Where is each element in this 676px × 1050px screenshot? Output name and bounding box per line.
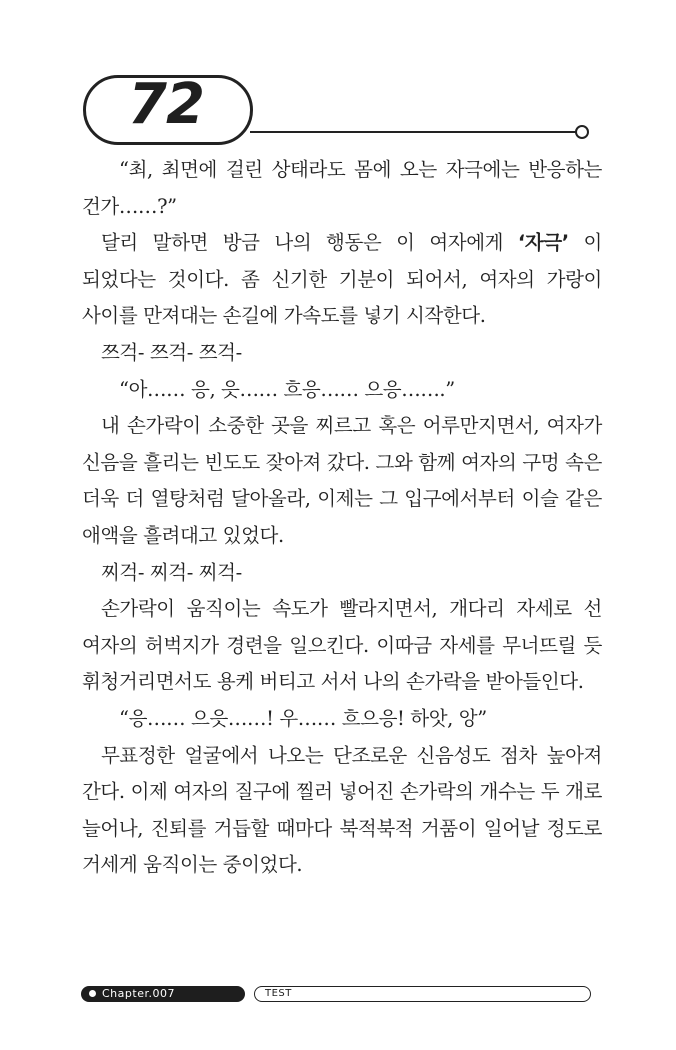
paragraph-5: 내 손가락이 소중한 곳을 찌르고 혹은 어루만지면서, 여자가 신음을 흘리는 빈도도 잦아져 갔다. 그와 함께 여자의 구멍 속은 더욱 더 열탕처럼 달아올라, 이제는 그 입구에서부터 이슬 같은 애액을 흘려대고 있었다. <box>82 414 602 547</box>
paragraph-8: “응…… 으읏……! 우…… 흐으응! 하앗, 앙” <box>119 706 487 730</box>
footer-title-label: TEST <box>265 988 292 999</box>
paragraph-2-end: 이 되었다는 것이다. 좀 신기한 기분이 되어서, 여자의 가랑이 사이를 만져대는 손길에 가속도를 넣기 시작한다. <box>82 231 602 328</box>
page-number: 72 <box>128 72 204 137</box>
emphasized-word: ‘자극’ <box>517 231 569 255</box>
paragraph-2 <box>82 225 602 335</box>
paragraph-4: “아…… 응, 읏…… 흐응…… 으응…….” <box>119 377 455 401</box>
footer-chapter-label: Chapter.007 <box>102 987 175 1000</box>
paragraph-3: 쯔걱- 쯔걱- 쯔걱- <box>101 340 242 364</box>
footer-title-tab <box>254 986 591 1002</box>
header-rule <box>250 131 576 133</box>
footer-chapter-tab <box>81 986 245 1002</box>
bullet-dot-icon <box>89 990 96 997</box>
header-rule-end-circle <box>575 125 589 139</box>
body-text <box>82 152 602 884</box>
paragraph-9: 무표정한 얼굴에서 나오는 단조로운 신음성도 점차 높아져 간다. 이제 여자의 질구에 찔러 넣어진 손가락의 개수는 두 개로 늘어나, 진퇴를 거듭할 때마다 북적북적 거품이 일어날 정도로 거세게 움직이는 중이었다. <box>82 743 602 877</box>
paragraph-6: 찌걱- 찌걱- 찌걱- <box>101 560 242 584</box>
paragraph-2-start: 달리 말하면 방금 나의 행동은 이 여자에게 <box>101 231 518 255</box>
paragraph-7: 손가락이 움직이는 속도가 빨라지면서, 개다리 자세로 선 여자의 허벅지가 경련을 일으킨다. 이따금 자세를 무너뜨릴 듯 휘청거리면서도 용케 버티고 서서 나의 손가락을 받아들인다. <box>82 597 602 694</box>
paragraph-1: “최, 최면에 걸린 상태라도 몸에 오는 자극에는 반응하는 건가……?” <box>82 158 602 218</box>
